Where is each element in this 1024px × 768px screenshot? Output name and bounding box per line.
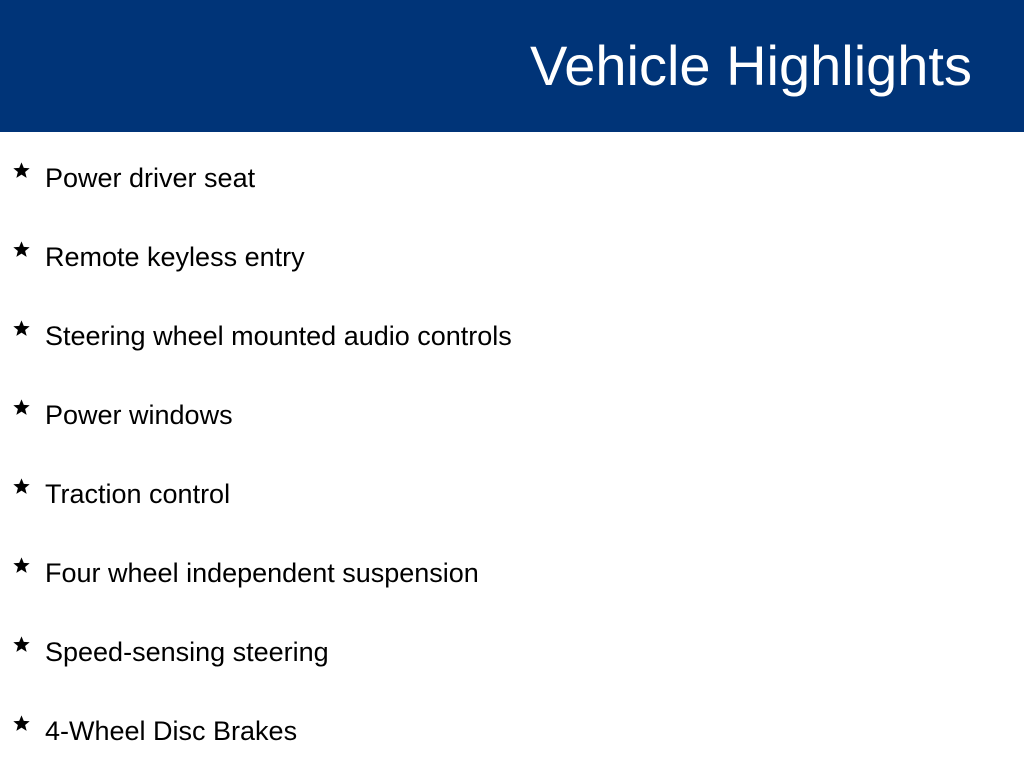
star-icon (12, 161, 31, 180)
feature-label: Traction control (45, 479, 231, 509)
star-icon (12, 556, 31, 575)
feature-label: Power windows (45, 400, 233, 430)
title-banner (0, 0, 1024, 132)
star-icon (12, 398, 31, 417)
star-icon (12, 714, 31, 733)
list-item (0, 470, 1024, 510)
page-title: Vehicle Highlights (529, 34, 972, 97)
star-icon (12, 240, 31, 259)
feature-label: 4-Wheel Disc Brakes (45, 716, 298, 746)
list-item (0, 312, 1024, 352)
star-icon (12, 319, 31, 338)
list-item (0, 707, 1024, 747)
list-item (0, 628, 1024, 668)
feature-label: Four wheel independent suspension (45, 558, 479, 588)
list-item (0, 549, 1024, 589)
feature-label: Steering wheel mounted audio controls (45, 321, 512, 351)
star-icon (12, 477, 31, 496)
list-item (0, 154, 1024, 194)
star-icon (12, 635, 31, 654)
list-item (0, 391, 1024, 431)
list-item (0, 233, 1024, 273)
feature-label: Speed-sensing steering (45, 637, 329, 667)
feature-label: Power driver seat (45, 163, 256, 193)
feature-label: Remote keyless entry (45, 242, 305, 272)
